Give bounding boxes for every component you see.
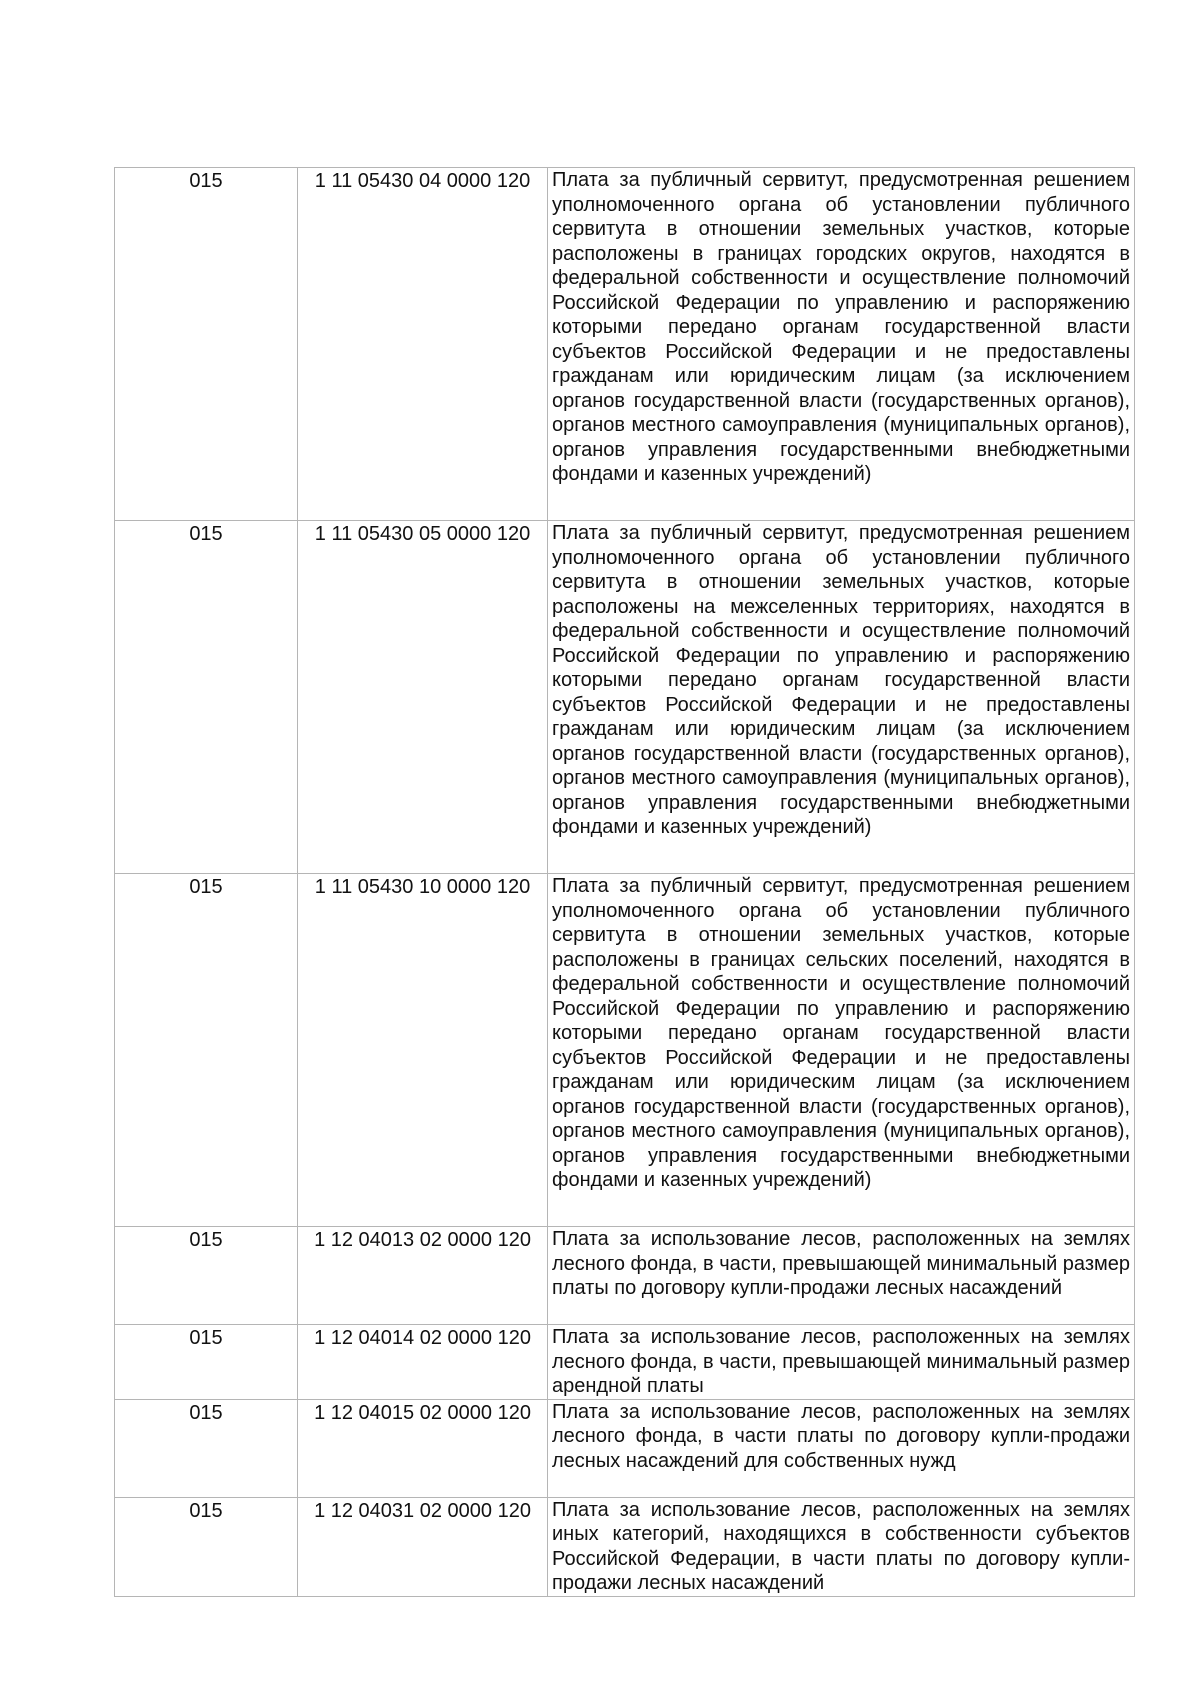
admin-code: 015	[189, 523, 223, 545]
budget-code: 1 11 05430 10 0000 120	[314, 876, 531, 898]
admin-code: 015	[189, 1327, 223, 1349]
description-text: Плата за публичный сервитут, предусмотренная решением уполномоченного органа об установлении публичного сервитута в отношении земельных участков, которые расположены в границах городских округов, находятся в федеральной собственности и осуществление полномочий Российской Федерации по управлению и распоряжению которыми передано органам государственной власти субъектов Российской Федерации и не предоставлены гражданам или юридическим лицам (за исключением органов государственной власти (государственных органов), органов местного самоуправления (муниципальных органов), органов управления государственными внебюджетными фондами и казенных учреждений)	[552, 169, 1130, 485]
admin-code: 015	[189, 876, 223, 898]
budget-code-cell	[298, 1497, 548, 1596]
description-cell	[548, 1497, 1135, 1596]
admin-code-cell	[115, 1497, 298, 1596]
description-cell	[548, 521, 1135, 874]
budget-code-cell	[298, 874, 548, 1227]
description-text: Плата за публичный сервитут, предусмотренная решением уполномоченного органа об установлении публичного сервитута в отношении земельных участков, которые расположены в границах сельских поселений, находятся в федеральной собственности и осуществление полномочий Российской Федерации по управлению и распоряжению которыми передано органам государственной власти субъектов Российской Федерации и не предоставлены гражданам или юридическим лицам (за исключением органов государственной власти (государственных органов), органов местного самоуправления (муниципальных органов), органов управления государственными внебюджетными фондами и казенных учреждений)	[552, 875, 1130, 1191]
admin-code: 015	[189, 1229, 223, 1251]
description-cell	[548, 1399, 1135, 1497]
description-text: Плата за использование лесов, расположенных на землях лесного фонда, в части, превышающей минимальный размер арендной платы	[552, 1326, 1130, 1397]
table-row	[115, 1497, 1135, 1596]
table-row	[115, 1399, 1135, 1497]
table-row	[115, 168, 1135, 521]
admin-code: 015	[189, 1499, 223, 1522]
budget-code-cell	[298, 521, 548, 874]
description-text: Плата за публичный сервитут, предусмотренная решением уполномоченного органа об установлении публичного сервитута в отношении земельных участков, которые расположены на межселенных территориях, находятся в федеральной собственности и осуществление полномочий Российской Федерации по управлению и распоряжению которыми передано органам государственной власти субъектов Российской Федерации и не предоставлены гражданам или юридическим лицам (за исключением органов государственной власти (государственных органов), органов местного самоуправления (муниципальных органов), органов управления государственными внебюджетными фондами и казенных учреждений)	[552, 522, 1130, 838]
description-text: Плата за использование лесов, расположенных на землях лесного фонда, в части, превышающей минимальный размер платы по договору купли-продажи лесных насаждений	[552, 1228, 1130, 1299]
admin-code: 015	[189, 170, 223, 192]
admin-code-cell	[115, 1399, 298, 1497]
budget-code-cell	[298, 1399, 548, 1497]
admin-code-cell	[115, 874, 298, 1227]
description-cell	[548, 168, 1135, 521]
table-row	[115, 1227, 1135, 1325]
budget-code: 1 12 04014 02 0000 120	[314, 1327, 531, 1349]
admin-code-cell	[115, 168, 298, 521]
budget-code-cell	[298, 168, 548, 521]
table-row	[115, 1325, 1135, 1400]
description-cell	[548, 1227, 1135, 1325]
table-row	[115, 874, 1135, 1227]
budget-code-cell	[298, 1227, 548, 1325]
admin-code-cell	[115, 1325, 298, 1400]
budget-code: 1 12 04031 02 0000 120	[314, 1499, 531, 1522]
budget-code-cell	[298, 1325, 548, 1400]
description-cell	[548, 1325, 1135, 1400]
table-row	[115, 521, 1135, 874]
description-text: Плата за использование лесов, расположенных на землях лесного фонда, в части платы по договору купли-продажи лесных насаждений для собственных нужд	[552, 1400, 1130, 1472]
admin-code: 015	[189, 1401, 223, 1424]
revenue-codes-table	[114, 167, 1135, 1597]
admin-code-cell	[115, 1227, 298, 1325]
admin-code-cell	[115, 521, 298, 874]
description-cell	[548, 874, 1135, 1227]
budget-code: 1 11 05430 05 0000 120	[314, 523, 531, 545]
budget-code: 1 11 05430 04 0000 120	[314, 170, 531, 192]
description-text: Плата за использование лесов, расположенных на землях иных категорий, находящихся в собственности субъектов Российской Федерации, в части платы по договору купли-продажи лесных насаждений	[552, 1498, 1130, 1594]
budget-code: 1 12 04015 02 0000 120	[314, 1401, 531, 1424]
budget-code: 1 12 04013 02 0000 120	[314, 1229, 531, 1251]
